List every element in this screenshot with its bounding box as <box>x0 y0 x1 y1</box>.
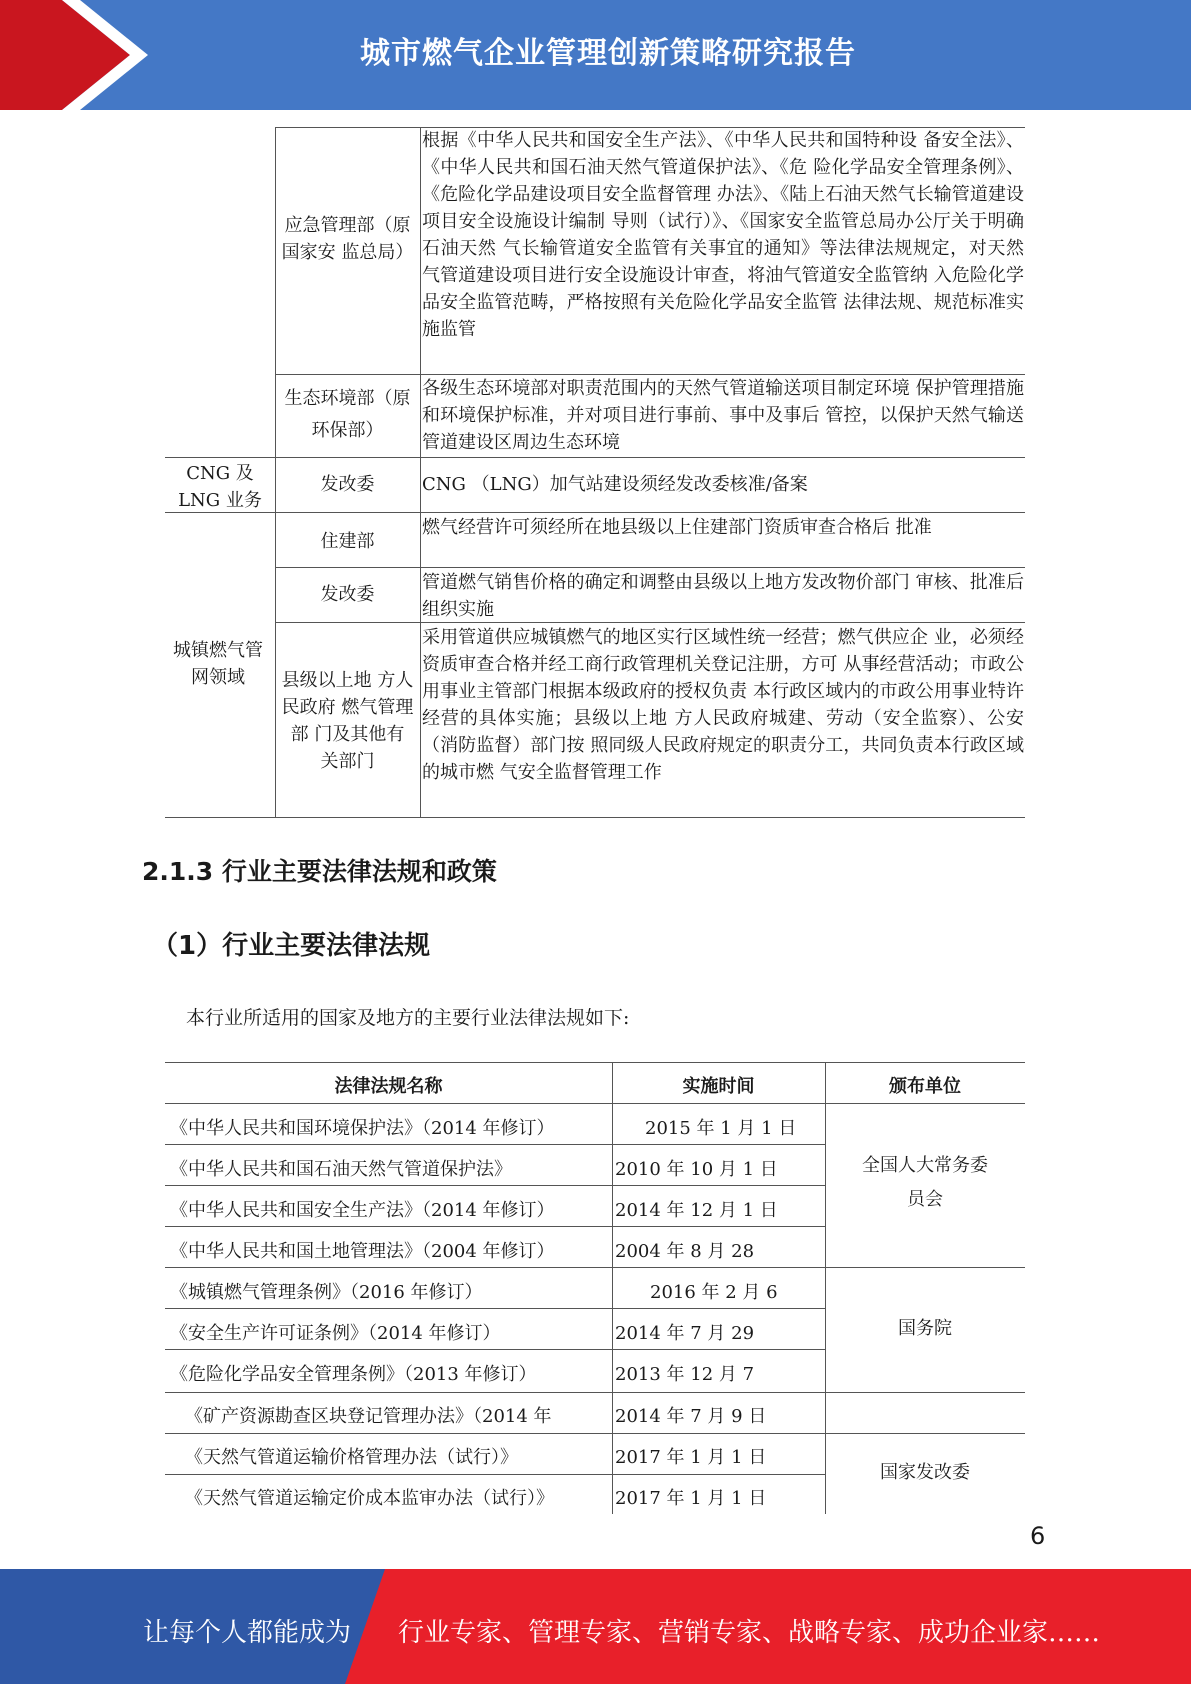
table-divider <box>612 1062 613 1514</box>
law-name: 《天然气管道运输价格管理办法（试行）》 <box>185 1447 518 1468</box>
category-cell: 城镇燃气管网领域 <box>173 640 263 688</box>
dept-cell: 住建部 <box>320 531 375 552</box>
law-date: 2014 年 7 月 29 <box>615 1323 755 1344</box>
law-name: 《安全生产许可证条例》（2014 年修订） <box>170 1323 501 1344</box>
publisher-state-council: 国务院 <box>898 1318 952 1339</box>
table-rule <box>165 1226 825 1227</box>
dept-cell: 发改委 <box>320 584 375 605</box>
dept-cell: 发改委 <box>320 474 375 495</box>
table-rule <box>165 512 1025 513</box>
subsection-heading: （1）行业主要法律法规 <box>152 931 431 961</box>
table-rule <box>165 1185 825 1186</box>
column-header-date: 实施时间 <box>682 1076 755 1097</box>
table-rule <box>275 567 1025 568</box>
column-header-publisher: 颁布单位 <box>889 1076 961 1097</box>
table-divider <box>825 1062 826 1514</box>
law-date: 2015 年 1 月 1 日 <box>645 1118 797 1139</box>
page-number: 6 <box>1030 1522 1046 1550</box>
report-title: 城市燃气企业管理创新策略研究报告 <box>360 36 856 71</box>
law-date: 2013 年 12 月 7 <box>615 1364 755 1385</box>
publisher-npc: 全国人大常务委员会 <box>862 1155 988 1210</box>
publisher-ndrc: 国家发改委 <box>880 1462 970 1483</box>
table-divider <box>275 127 276 817</box>
desc-cell: 管道燃气销售价格的确定和调整由县级以上地方发改物价部门 审核、批准后组织实施 <box>422 572 1024 620</box>
law-name: 《中华人民共和国安全生产法》（2014 年修订） <box>170 1200 555 1221</box>
law-name: 《中华人民共和国土地管理法》（2004 年修订） <box>170 1241 555 1262</box>
table-rule <box>165 457 1025 458</box>
table-rule <box>165 1267 1025 1268</box>
dept-cell: 县级以上地 方人民政府 燃气管理部 门及其他有 关部门 <box>281 670 414 772</box>
desc-cell: 采用管道供应城镇燃气的地区实行区域性统一经营；燃气供应企 业，必须经资质审查合格并经工商行政管理机关登记注册，方可 从事经营活动；市政公用事业主管部门根据本级政府的授权负责 本行政区域内的市政公用事业特许经营的具体实施；县级以上地 方人民政府城建、劳动（安全监察）、公安（消防监督）部门按 照同级人民政府规定的职责分工，共同负责本行政区域的城市燃 气安全监督管理工作 <box>422 627 1024 783</box>
column-header-name: 法律法规名称 <box>334 1076 443 1097</box>
table-rule <box>165 1349 825 1350</box>
law-date: 2010 年 10 月 1 日 <box>615 1159 778 1180</box>
table-rule <box>165 1144 825 1145</box>
law-date: 2014 年 12 月 1 日 <box>615 1200 778 1221</box>
law-name: 《天然气管道运输定价成本监审办法（试行）》 <box>185 1488 554 1509</box>
desc-cell: 燃气经营许可须经所在地县级以上住建部门资质审查合格后 批准 <box>422 517 932 538</box>
dept-cell: 应急管理部（原国家安 监总局） <box>281 215 414 263</box>
law-date: 2017 年 1 月 1 日 <box>615 1447 767 1468</box>
table-rule <box>165 1474 825 1475</box>
desc-cell: CNG （LNG）加气站建设须经发改委核准/备案 <box>422 474 808 495</box>
table-divider <box>420 127 421 817</box>
law-name: 《矿产资源勘查区块登记管理办法》（2014 年 <box>185 1406 552 1427</box>
table-rule <box>165 1433 1025 1434</box>
law-name: 《中华人民共和国环境保护法》（2014 年修订） <box>170 1118 555 1139</box>
law-date: 2017 年 1 月 1 日 <box>615 1488 767 1509</box>
dept-cell: 生态环境部（原环保部） <box>284 388 411 441</box>
category-cell: CNG 及 LNG 业务 <box>178 463 262 511</box>
table-rule <box>165 1103 1025 1104</box>
desc-cell: 根据《中华人民共和国安全生产法》、《中华人民共和国特种设 备安全法》、《中华人民共和国石油天然气管道保护法》、《危 险化学品安全管理条例》、《危险化学品建设项目安全监督管理 办法》、《陆上石油天然气长输管道建设项目安全设施设计编制 导则（试行）》、《国家安全监管总局办公厅关于明确石油天然 气长输管道安全监管有关事宜的通知》等法律法规规定，对天然 气管道建设项目进行安全设施设计审查，将油气管道安全监管纳 入危险化学品安全监管范畴，严格按照有关危险化学品安全监管 法律法规、规范标准实施监管 <box>422 130 1024 340</box>
law-date: 2014 年 7 月 9 日 <box>615 1406 767 1427</box>
footer-slogan-right: 行业专家、管理专家、营销专家、战略专家、成功企业家…… <box>398 1618 1101 1648</box>
intro-paragraph: 本行业所适用的国家及地方的主要行业法律法规如下: <box>186 1007 630 1029</box>
footer-slogan-left: 让每个人都能成为 <box>143 1618 352 1648</box>
table-rule <box>165 1392 1025 1393</box>
law-date: 2016 年 2 月 6 <box>650 1282 778 1303</box>
page-header <box>0 0 1191 110</box>
table-rule <box>165 1308 825 1309</box>
law-name: 《城镇燃气管理条例》（2016 年修订） <box>170 1282 483 1303</box>
law-date: 2004 年 8 月 28 <box>615 1241 755 1262</box>
law-name: 《危险化学品安全管理条例》（2013 年修订） <box>170 1364 537 1385</box>
header-chevron-graphic <box>0 0 150 110</box>
table-rule <box>165 817 1025 818</box>
table-rule <box>165 1062 1025 1063</box>
desc-cell: 各级生态环境部对职责范围内的天然气管道输送项目制定环境 保护管理措施和环境保护标准，并对项目进行事前、事中及事后 管控，以保护天然气输送管道建设区周边生态环境 <box>422 378 1024 453</box>
law-name: 《中华人民共和国石油天然气管道保护法》 <box>170 1159 512 1180</box>
section-heading: 2.1.3 行业主要法律法规和政策 <box>142 857 497 886</box>
